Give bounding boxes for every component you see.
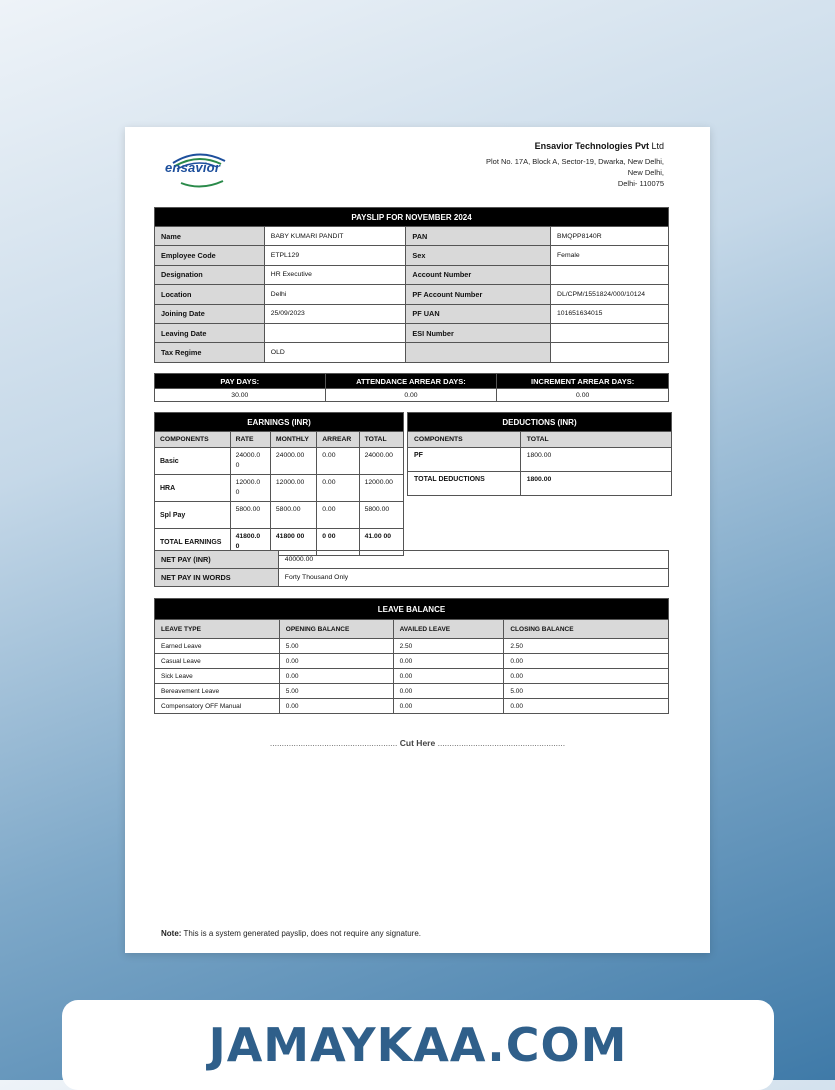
table-row <box>155 699 669 714</box>
info-label: ESI Number <box>406 323 551 342</box>
note-text: This is a system generated payslip, does not require any signature. <box>181 929 421 938</box>
increment-arrear-label: INCREMENT ARREAR DAYS: <box>497 374 669 389</box>
earnings-total: 24000.00 <box>359 448 403 475</box>
table-row <box>155 669 669 684</box>
table-row <box>155 448 404 475</box>
leave-availed: 0.00 <box>393 699 504 714</box>
info-value: 101651634015 <box>551 304 669 323</box>
earnings-col-header: RATE <box>230 432 270 448</box>
info-label: PF UAN <box>406 304 551 323</box>
watermark-text: JAMAYKAA.COM <box>208 1018 628 1072</box>
leave-availed: 0.00 <box>393 684 504 699</box>
earnings-arrear: 0.00 <box>317 475 359 502</box>
net-pay-table <box>154 550 669 587</box>
pay-days-value: 30.00 <box>155 389 326 402</box>
earnings-component: HRA <box>155 475 231 502</box>
info-value: HR Executive <box>264 265 406 284</box>
deductions-col-header: COMPONENTS <box>408 432 521 448</box>
info-label: Joining Date <box>155 304 265 323</box>
info-label: Name <box>155 227 265 246</box>
leave-opening: 0.00 <box>279 654 393 669</box>
footer-note <box>161 929 421 938</box>
info-value: Female <box>551 246 669 265</box>
company-name-suffix: Ltd <box>651 141 664 151</box>
info-row <box>155 265 669 284</box>
earnings-col-header: COMPONENTS <box>155 432 231 448</box>
info-label: PAN <box>406 227 551 246</box>
earnings-arrear: 0.00 <box>317 502 359 529</box>
leave-opening: 5.00 <box>279 639 393 654</box>
earnings-arrear: 0 00 <box>317 529 359 556</box>
earnings-rate: 12000.0 0 <box>230 475 270 502</box>
deductions-component: TOTAL DEDUCTIONS <box>408 472 521 496</box>
earnings-col-header: MONTHLY <box>270 432 316 448</box>
table-row <box>408 472 672 496</box>
info-row <box>155 285 669 304</box>
increment-arrear-value: 0.00 <box>497 389 669 402</box>
earnings-component: Spl Pay <box>155 502 231 529</box>
table-row <box>155 502 404 529</box>
logo-text: ensavior <box>165 160 221 175</box>
earnings-monthly: 24000.00 <box>270 448 316 475</box>
info-value: ETPL129 <box>264 246 406 265</box>
net-pay-words-label: NET PAY IN WORDS <box>155 569 279 587</box>
info-row <box>155 227 669 246</box>
earnings-total: 41.00 00 <box>359 529 403 556</box>
leave-closing: 2.50 <box>504 639 669 654</box>
watermark-banner <box>62 1000 774 1090</box>
table-row <box>155 654 669 669</box>
cut-here-label: Cut Here <box>399 738 436 748</box>
info-value: OLD <box>264 343 406 362</box>
earnings-component: Basic <box>155 448 231 475</box>
deductions-total: 1800.00 <box>520 448 671 472</box>
earnings-title: EARNINGS (INR) <box>155 413 404 432</box>
attendance-arrear-value: 0.00 <box>325 389 497 402</box>
leave-availed: 2.50 <box>393 639 504 654</box>
leave-col-header: OPENING BALANCE <box>279 620 393 639</box>
table-row <box>408 448 672 472</box>
leave-opening: 0.00 <box>279 669 393 684</box>
company-name-main: Ensavior Technologies Pvt <box>534 141 649 151</box>
info-row <box>155 323 669 342</box>
info-value: DL/CPM/1551824/000/10124 <box>551 285 669 304</box>
table-row <box>155 684 669 699</box>
earnings-table <box>154 412 404 556</box>
leave-col-header: CLOSING BALANCE <box>504 620 669 639</box>
earnings-monthly: 5800.00 <box>270 502 316 529</box>
deductions-total: 1800.00 <box>520 472 671 496</box>
earnings-arrear: 0.00 <box>317 448 359 475</box>
leave-opening: 5.00 <box>279 684 393 699</box>
cut-here-line <box>125 738 710 748</box>
earnings-col-header: TOTAL <box>359 432 403 448</box>
leave-opening: 0.00 <box>279 699 393 714</box>
leave-availed: 0.00 <box>393 654 504 669</box>
payslip-document <box>125 127 710 953</box>
company-address-line-3: Delhi- 110075 <box>617 179 664 188</box>
info-label: PF Account Number <box>406 285 551 304</box>
leave-closing: 0.00 <box>504 669 669 684</box>
leave-type: Casual Leave <box>155 654 280 669</box>
company-address-line-2: New Delhi, <box>627 168 664 177</box>
employee-info-table <box>154 207 669 363</box>
earnings-rate: 24000.0 0 <box>230 448 270 475</box>
leave-type: Earned Leave <box>155 639 280 654</box>
deductions-component: PF <box>408 448 521 472</box>
earnings-total: 5800.00 <box>359 502 403 529</box>
pay-days-label: PAY DAYS: <box>155 374 326 389</box>
days-table <box>154 373 669 402</box>
cut-dots-left: ...................................................... <box>269 738 398 748</box>
earnings-monthly: 41800 00 <box>270 529 316 556</box>
deductions-title: DEDUCTIONS (INR) <box>408 413 672 432</box>
info-label: Employee Code <box>155 246 265 265</box>
net-pay-label: NET PAY (INR) <box>155 551 279 569</box>
earnings-monthly: 12000.00 <box>270 475 316 502</box>
leave-type: Compensatory OFF Manual <box>155 699 280 714</box>
earnings-rate: 5800.00 <box>230 502 270 529</box>
earnings-rate: 41800.0 0 <box>230 529 270 556</box>
table-row <box>155 475 404 502</box>
info-label: Location <box>155 285 265 304</box>
earnings-total: 12000.00 <box>359 475 403 502</box>
deductions-table <box>407 412 672 496</box>
leave-col-header: LEAVE TYPE <box>155 620 280 639</box>
info-label: Account Number <box>406 265 551 284</box>
info-row <box>155 343 669 362</box>
info-value <box>264 323 406 342</box>
info-value: Delhi <box>264 285 406 304</box>
info-value: BABY KUMARI PANDIT <box>264 227 406 246</box>
leave-type: Bereavement Leave <box>155 684 280 699</box>
leave-col-header: AVAILED LEAVE <box>393 620 504 639</box>
net-pay-words-value: Forty Thousand Only <box>278 569 668 587</box>
company-name <box>404 141 664 151</box>
company-header <box>404 141 664 189</box>
info-label: Designation <box>155 265 265 284</box>
info-row <box>155 246 669 265</box>
earnings-component: TOTAL EARNINGS <box>155 529 231 556</box>
table-row <box>155 639 669 654</box>
company-address-line-1: Plot No. 17A, Block A, Sector-19, Dwarka, New Delhi, <box>486 157 664 166</box>
cut-dots-right: ...................................................... <box>437 738 566 748</box>
leave-balance-title: LEAVE BALANCE <box>155 599 669 620</box>
deductions-col-header: TOTAL <box>520 432 671 448</box>
net-pay-value: 40000.00 <box>278 551 668 569</box>
attendance-arrear-label: ATTENDANCE ARREAR DAYS: <box>325 374 497 389</box>
info-row <box>155 304 669 323</box>
earnings-col-header: ARREAR <box>317 432 359 448</box>
leave-availed: 0.00 <box>393 669 504 684</box>
info-value: 25/09/2023 <box>264 304 406 323</box>
note-label: Note: <box>161 929 182 938</box>
info-label: Leaving Date <box>155 323 265 342</box>
leave-closing: 5.00 <box>504 684 669 699</box>
company-logo <box>163 149 233 189</box>
info-value <box>551 343 669 362</box>
leave-closing: 0.00 <box>504 654 669 669</box>
info-label: Tax Regime <box>155 343 265 362</box>
payslip-title: PAYSLIP FOR NOVEMBER 2024 <box>155 208 669 227</box>
info-value <box>551 265 669 284</box>
info-label <box>406 343 551 362</box>
leave-balance-table <box>154 598 669 714</box>
leave-closing: 0.00 <box>504 699 669 714</box>
info-label: Sex <box>406 246 551 265</box>
leave-type: Sick Leave <box>155 669 280 684</box>
info-value: BMQPP8140R <box>551 227 669 246</box>
info-value <box>551 323 669 342</box>
